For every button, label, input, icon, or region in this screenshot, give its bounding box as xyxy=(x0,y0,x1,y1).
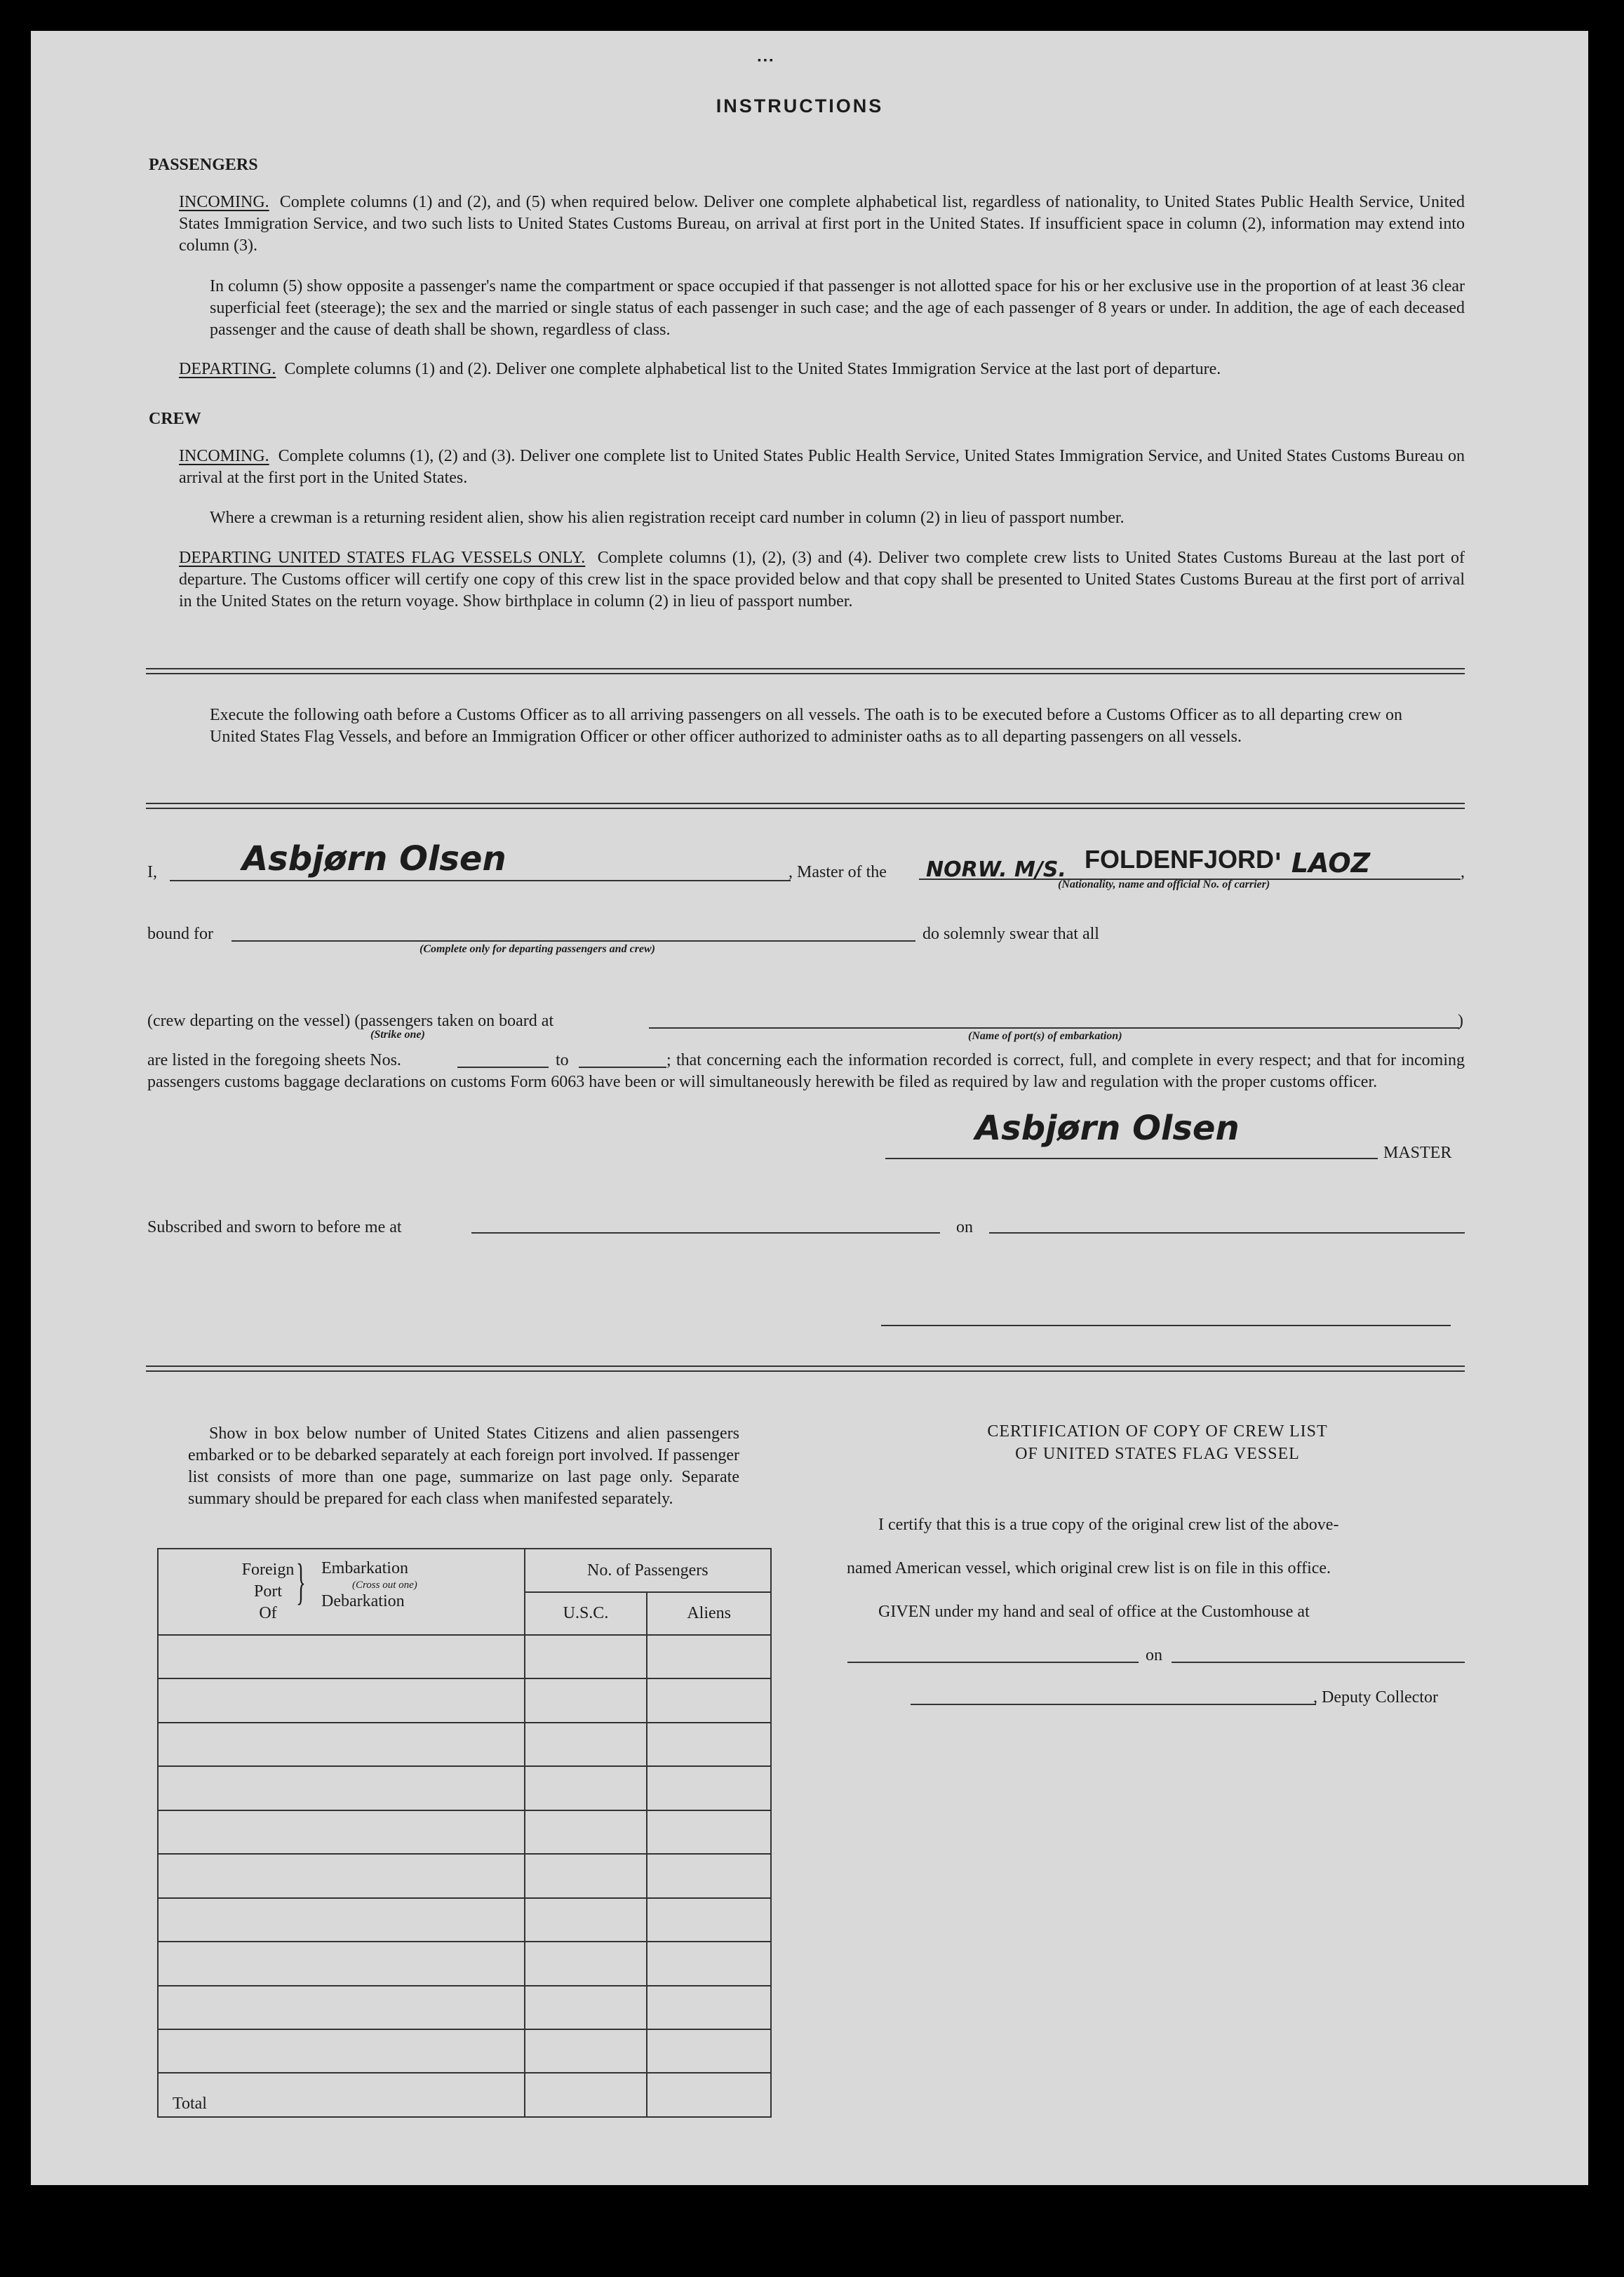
crew-incoming-label: INCOMING. xyxy=(179,447,269,465)
usc-cell[interactable] xyxy=(525,1810,647,1854)
certification-line-2: named American vessel, which original crew list is on file in this office. xyxy=(847,1559,1331,1577)
no-passengers-header: No. of Passengers xyxy=(525,1549,771,1592)
strike-one-caption: (Strike one) xyxy=(370,1029,425,1041)
oath-instruction: Execute the following oath before a Customs Officer as to all arriving passengers on all vessels. The oath is to be executed before a Customs Officer as to all departing crew on United States Flag Vessels, and before an Immigration Officer or other officer authorized to administer oaths as to all departing passengers on all vessels. xyxy=(210,706,1402,746)
divider-2 xyxy=(146,803,1465,809)
foreign-label: Foreign xyxy=(241,1561,295,1579)
swear-text: do solemnly swear that all xyxy=(922,925,1099,943)
subscribed-at-line xyxy=(471,1232,940,1234)
port-label: Port xyxy=(253,1582,282,1601)
vessel-prefix: NORW. M/S. xyxy=(926,857,1066,882)
table-row xyxy=(158,1898,771,1942)
port-cell[interactable] xyxy=(158,1766,525,1810)
deputy-collector-line xyxy=(911,1704,1316,1705)
usc-cell[interactable] xyxy=(525,1766,647,1810)
officer-signature-line xyxy=(881,1325,1451,1326)
crew-incoming-paragraph xyxy=(179,446,1465,489)
port-cell[interactable] xyxy=(158,1942,525,1985)
aliens-header: Aliens xyxy=(647,1592,771,1634)
carrier-caption: (Nationality, name and official No. of carrier) xyxy=(1058,879,1270,890)
divider-3 xyxy=(146,1365,1465,1372)
crew-resident-paragraph: Where a crewman is a returning resident alien, show his alien registration receipt card number in column (2) in lieu of passport number. xyxy=(210,509,1125,527)
usc-cell[interactable] xyxy=(525,1898,647,1942)
passengers-departing-paragraph xyxy=(179,359,1465,380)
total-usc-cell[interactable] xyxy=(525,2073,647,2117)
usc-cell[interactable] xyxy=(525,2029,647,2073)
page-title: INSTRUCTIONS xyxy=(716,95,884,116)
subscribed-on-label: on xyxy=(956,1218,973,1236)
table-row xyxy=(158,1810,771,1854)
passengers-heading: PASSENGERS xyxy=(149,156,258,174)
aliens-cell[interactable] xyxy=(647,1942,771,1985)
customhouse-line xyxy=(847,1662,1139,1663)
port-cell[interactable] xyxy=(158,1678,525,1722)
certification-title-2: OF UNITED STATES FLAG VESSEL xyxy=(1015,1445,1300,1463)
crew-incoming-text: Complete columns (1), (2) and (3). Deliver one complete list to United States Public Health Service, United States Immigration Service, and United States Customs Bureau on arrival at the first port in the United States. xyxy=(179,447,1465,487)
table-row xyxy=(158,1942,771,1985)
passengers-incoming-paragraph xyxy=(179,192,1465,257)
certification-title-1: CERTIFICATION OF COPY OF CREW LIST xyxy=(987,1422,1328,1441)
of-label: Of xyxy=(259,1604,277,1622)
port-cell[interactable] xyxy=(158,2029,525,2073)
bound-for-line xyxy=(231,940,915,942)
passengers-departing-label: DEPARTING. xyxy=(179,360,276,378)
embarkation-label: Embarkation xyxy=(321,1559,408,1577)
ports-line xyxy=(649,1027,1459,1029)
port-cell[interactable] xyxy=(158,1854,525,1897)
divider-1 xyxy=(146,668,1465,674)
port-cell[interactable] xyxy=(158,1898,525,1942)
master-signature: Asbjørn Olsen xyxy=(242,839,506,879)
port-cell[interactable] xyxy=(158,1723,525,1766)
port-cell[interactable] xyxy=(158,1810,525,1854)
usc-cell[interactable] xyxy=(525,1723,647,1766)
usc-header: U.S.C. xyxy=(525,1592,647,1634)
table-row xyxy=(158,1635,771,1678)
total-aliens-cell[interactable] xyxy=(647,2073,771,2117)
header-mark: ▪ ▪ ▪ xyxy=(758,55,773,66)
master-signature-line xyxy=(885,1158,1378,1159)
passenger-summary-table xyxy=(157,1548,772,2118)
passengers-column5-paragraph: In column (5) show opposite a passenger's name the compartment or space occupied if that passenger is not allotted space for his or her exclusive use in the proportion of at least 36 clear superficial feet (steerage); the sex and the married or single status of each passenger in such case; and the age of each passenger of 8 years or under. In addition, the age of each deceased passenger and the cause of death shall be shown, regardless of class. xyxy=(210,277,1465,339)
aliens-cell[interactable] xyxy=(647,1635,771,1678)
certification-on-label: on xyxy=(1146,1646,1162,1664)
master-label: MASTER xyxy=(1383,1144,1452,1162)
usc-cell[interactable] xyxy=(525,1678,647,1722)
cross-out-label: (Cross out one) xyxy=(352,1580,417,1591)
usc-cell[interactable] xyxy=(525,1986,647,2029)
passengers-departing-text: Complete columns (1) and (2). Deliver one complete alphabetical list to the United States Immigration Service at the last port of departure. xyxy=(284,360,1221,378)
usc-cell[interactable] xyxy=(525,1854,647,1897)
crew-departing-paragraph xyxy=(179,547,1465,613)
crew-departing-text: Complete columns (1), (2), (3) and (4). Deliver two complete crew lists to United States Customs Bureau at the last port of departure. The Customs officer will certify one copy of this crew list in the space provided below and that copy shall be presented to United States Customs Bureau at the first port of arrival in the United States on the return voyage. Show birthplace in column (2) in lieu of passport number. xyxy=(179,549,1465,610)
aliens-cell[interactable] xyxy=(647,1678,771,1722)
table-row xyxy=(158,2029,771,2073)
ports-caption: (Name of port(s) of embarkation) xyxy=(968,1030,1122,1042)
to-text: to xyxy=(556,1051,569,1069)
total-label: Total xyxy=(158,2073,525,2117)
aliens-cell[interactable] xyxy=(647,1854,771,1897)
port-cell[interactable] xyxy=(158,1986,525,2029)
deputy-collector-label: , Deputy Collector xyxy=(1313,1688,1438,1707)
brace-glyph: } xyxy=(296,1554,306,1610)
oath-statement: ; that concerning each the information recorded is correct, full, and complete in every respect; and that for incoming passengers customs baggage declarations on customs Form 6063 have been or will simultaneously herewith be filed as required by law and regulation with the proper customs officer. xyxy=(147,1051,1465,1091)
subscribed-text: Subscribed and sworn to before me at xyxy=(147,1218,402,1236)
aliens-cell[interactable] xyxy=(647,1723,771,1766)
vessel-call-sign: ' LAOZ xyxy=(1274,848,1371,879)
bound-for-label: bound for xyxy=(147,925,213,943)
oath-i-label: I, xyxy=(147,863,157,881)
vessel-name: FOLDENFJORD xyxy=(1085,845,1274,874)
table-row xyxy=(158,1766,771,1810)
sheets-text: are listed in the foregoing sheets Nos. xyxy=(147,1051,401,1069)
aliens-cell[interactable] xyxy=(647,1986,771,2029)
master-name-line xyxy=(170,880,791,881)
usc-cell[interactable] xyxy=(525,1635,647,1678)
crew-departing-label: DEPARTING UNITED STATES FLAG VESSELS ONLY. xyxy=(179,549,586,567)
master-of-label: , Master of the xyxy=(788,863,887,881)
summary-instruction: Show in box below number of United States Citizens and alien passengers embarked or to be debarked separately at each foreign port involved. If passenger list consists of more than one page, summarize on last page only. Separate summary should be prepared for each class when manifested separately. xyxy=(188,1424,739,1508)
port-header-cell xyxy=(158,1549,525,1635)
carrier-comma: , xyxy=(1461,863,1465,881)
aliens-cell[interactable] xyxy=(647,1898,771,1942)
master-signature-2: Asbjørn Olsen xyxy=(975,1109,1240,1148)
subscribed-on-line xyxy=(989,1232,1465,1234)
certification-line-1: I certify that this is a true copy of the original crew list of the above- xyxy=(878,1516,1339,1534)
aliens-cell[interactable] xyxy=(647,1810,771,1854)
passengers-incoming-label: INCOMING. xyxy=(179,193,269,211)
aliens-cell[interactable] xyxy=(647,2029,771,2073)
table-row xyxy=(158,1678,771,1722)
aliens-cell[interactable] xyxy=(647,1766,771,1810)
crew-departing-text: (crew departing on the vessel) (passengers taken on board at xyxy=(147,1012,554,1030)
port-cell[interactable] xyxy=(158,1635,525,1678)
certification-date-line xyxy=(1172,1662,1465,1663)
total-row xyxy=(158,2073,771,2117)
table-row xyxy=(158,1986,771,2029)
close-paren: ) xyxy=(1458,1012,1463,1030)
bound-for-caption: (Complete only for departing passengers and crew) xyxy=(420,943,655,955)
usc-cell[interactable] xyxy=(525,1942,647,1985)
certification-line-3: GIVEN under my hand and seal of office at the Customhouse at xyxy=(878,1603,1310,1621)
table-row xyxy=(158,1723,771,1766)
crew-heading: CREW xyxy=(149,410,201,428)
passengers-incoming-text: Complete columns (1) and (2), and (5) when required below. Deliver one complete alphabetical list, regardless of nationality, to United States Public Health Service, United States Immigration Service, and two such lists to United States Customs Bureau, on arrival at first port in the United States. If insufficient space in column (2), information may extend into column (3). xyxy=(179,193,1465,255)
debarkation-label: Debarkation xyxy=(321,1592,405,1610)
table-row xyxy=(158,1854,771,1897)
